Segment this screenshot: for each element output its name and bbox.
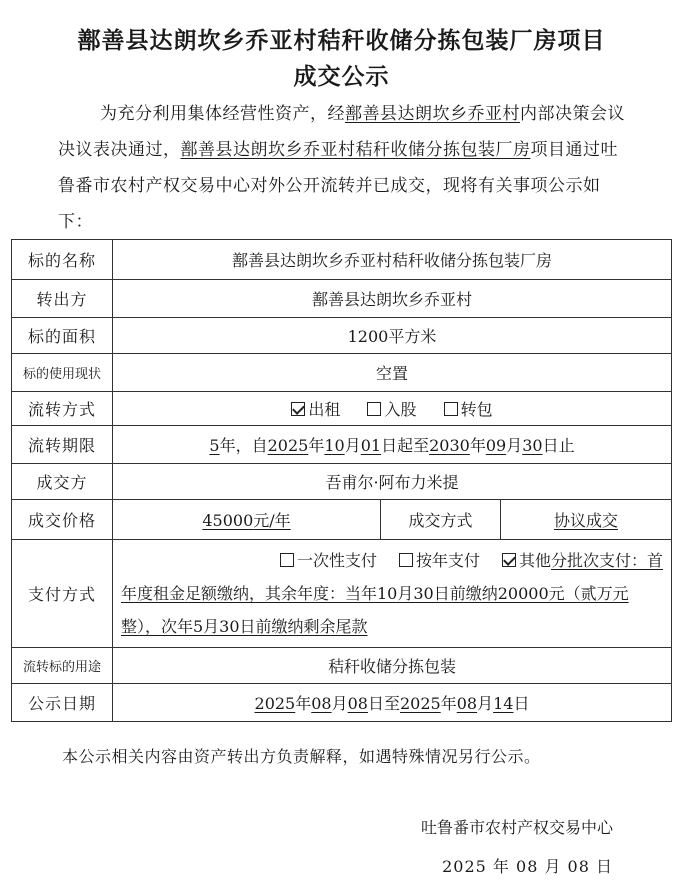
- checkbox-checked-icon: [502, 553, 516, 567]
- table-row-notice-date: [12, 684, 672, 722]
- period-text: 日起至: [381, 436, 430, 455]
- notice-text: 年: [440, 694, 457, 713]
- buyer-value: 吾甫尔·阿布力米提: [113, 464, 672, 500]
- intro-project: 鄯善县达朗坎乡乔亚村秸秆收储分拣包装厂房: [180, 140, 531, 160]
- period-text: 月: [506, 436, 523, 455]
- checkbox-empty-icon: [280, 553, 294, 567]
- notice-end-year: 2025: [400, 694, 441, 713]
- price-value: [113, 500, 381, 540]
- usage-status-label: 标的使用现状: [12, 354, 113, 392]
- payment-option-yearly: [399, 551, 480, 570]
- checkbox-empty-icon: [444, 402, 458, 416]
- period-end-month: 09: [485, 436, 507, 455]
- table-row-price: [12, 500, 672, 540]
- table-row-usage-status: [12, 354, 672, 392]
- purpose-value: 秸秆收储分拣包装: [113, 648, 672, 684]
- payment-options: [121, 544, 663, 577]
- notice-date-value: [113, 684, 672, 722]
- intro-paragraph: [58, 96, 628, 240]
- intro-org: 鄯善县达朗坎乡乔亚村: [345, 104, 520, 124]
- payment-label: 支付方式: [12, 540, 113, 648]
- method-label: 流转方式: [12, 392, 113, 426]
- price-amount: 45000: [202, 511, 254, 530]
- notice-date-label: 公示日期: [12, 684, 113, 722]
- document-subtitle: 成交公示: [293, 64, 390, 90]
- method-options: [113, 392, 672, 426]
- table-row-name: [12, 240, 672, 280]
- price-unit: 元/年: [253, 511, 291, 530]
- table-row-method: [12, 392, 672, 426]
- period-end-day: 30: [522, 436, 543, 455]
- period-text: 月: [344, 436, 361, 455]
- period-start-day: 01: [360, 436, 382, 455]
- notice-start-year: 2025: [254, 694, 296, 713]
- period-start-month: 10: [324, 436, 345, 455]
- method-option-lease-label: 出租: [308, 400, 341, 419]
- period-text: 年: [469, 436, 486, 455]
- purpose-label: 流转标的用途: [12, 648, 113, 684]
- method-option-sublease: [444, 400, 493, 419]
- deal-method-label: 成交方式: [381, 500, 501, 540]
- notice-text: 日: [513, 694, 530, 713]
- period-value: [113, 426, 672, 464]
- notice-text: 月: [331, 694, 348, 713]
- period-text: 年，自: [219, 436, 268, 455]
- notice-end-month: 08: [456, 694, 478, 713]
- table-row-area: [12, 318, 672, 354]
- period-text: 年: [308, 436, 325, 455]
- notice-start-day: 08: [347, 694, 368, 713]
- name-label: 标的名称: [12, 240, 113, 280]
- method-option-lease: [291, 400, 340, 419]
- deal-method-value: [501, 500, 672, 540]
- period-end-year: 2030: [429, 436, 470, 455]
- usage-status-value: 空置: [113, 354, 672, 392]
- area-label: 标的面积: [12, 318, 113, 354]
- info-table: [11, 239, 672, 722]
- signature-date: 2025 年 08 月 08 日: [442, 857, 613, 876]
- period-years: 5: [209, 436, 220, 455]
- table-row-payment: [12, 540, 672, 648]
- signature-org: 吐鲁番市农村产权交易中心: [420, 818, 613, 837]
- intro-text-2: 内部决策会议决议表决通过，: [58, 104, 625, 160]
- buyer-label: 成交方: [12, 464, 113, 500]
- period-label: 流转期限: [12, 426, 113, 464]
- name-value: 鄯善县达朗坎乡乔亚村秸秆收储分拣包装厂房: [113, 240, 672, 280]
- price-label: 成交价格: [12, 500, 113, 540]
- transferor-value: 鄯善县达朗坎乡乔亚村: [113, 280, 672, 318]
- deal-method-text: 协议成交: [553, 511, 618, 530]
- intro-text-1: 为充分利用集体经营性资产，经: [100, 104, 345, 124]
- intro-text-3: 项目通过吐鲁番市农村产权交易中心对外公开流转并已成交，现将有关事项公示如下：: [58, 140, 618, 232]
- checkbox-checked-icon: [291, 402, 305, 416]
- table-row-buyer: [12, 464, 672, 500]
- table-row-transferor: [12, 280, 672, 318]
- method-option-share-label: 入股: [384, 400, 417, 419]
- method-option-share: [367, 400, 416, 419]
- payment-option-other-label: 其他: [518, 551, 551, 570]
- notice-text: 月: [477, 694, 494, 713]
- checkbox-empty-icon: [367, 402, 381, 416]
- payment-detail: 年度租金足额缴纳，其余年度：当年10月30日前缴纳20000元（贰万元整），次年5月30日前缴纳剩余尾款: [121, 584, 629, 636]
- checkbox-empty-icon: [399, 553, 413, 567]
- notice-text: 年: [295, 694, 312, 713]
- transferor-label: 转出方: [12, 280, 113, 318]
- payment-option-other: [502, 551, 663, 570]
- payment-option-once: [280, 551, 377, 570]
- payment-detail-head: 分批次支付：首: [550, 551, 663, 570]
- method-option-sublease-label: 转包: [460, 400, 493, 419]
- area-value: 1200平方米: [113, 318, 672, 354]
- payment-value: [113, 540, 672, 648]
- notice-text: 日至: [367, 694, 400, 713]
- payment-option-once-label: 一次性支付: [296, 551, 377, 570]
- payment-option-yearly-label: 按年支付: [415, 551, 480, 570]
- period-start-year: 2025: [267, 436, 309, 455]
- notice-end-day: 14: [493, 694, 514, 713]
- table-row-period: [12, 426, 672, 464]
- document-title: 鄯善县达朗坎乡乔亚村秸秆收储分拣包装厂房项目: [77, 28, 606, 54]
- notice-start-month: 08: [311, 694, 332, 713]
- period-text: 日止: [542, 436, 575, 455]
- table-row-purpose: [12, 648, 672, 684]
- footer-note: 本公示相关内容由资产转出方负责解释，如遇特殊情况另行公示。: [62, 747, 541, 766]
